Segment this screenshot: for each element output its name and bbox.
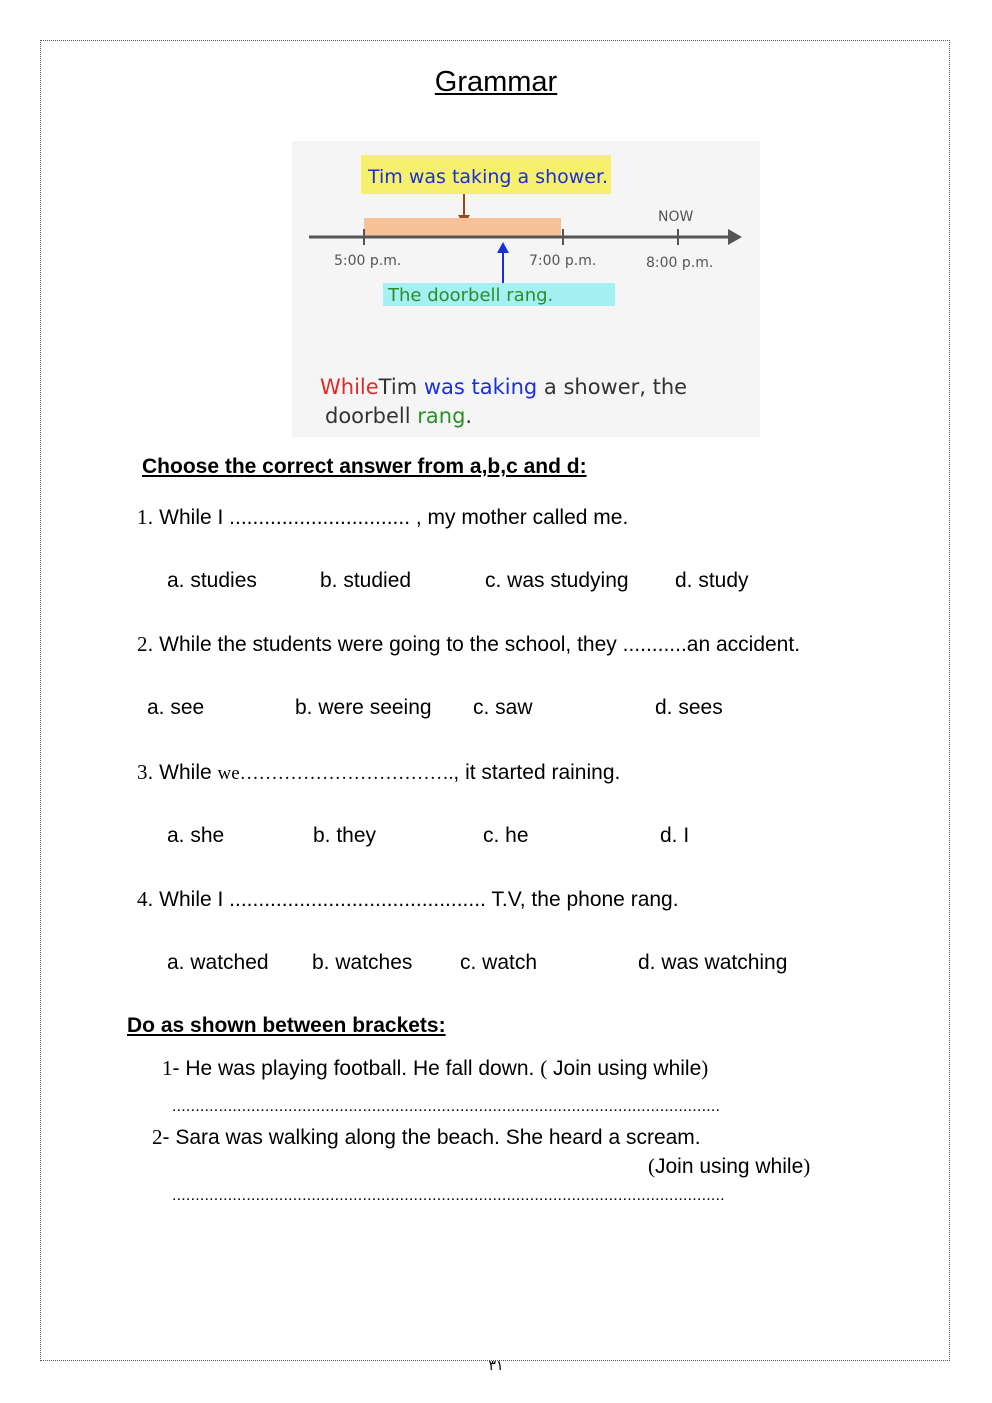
question-3-text-a: . While <box>147 761 218 784</box>
q2-option-a: a. see <box>147 696 205 719</box>
q4-option-b: b. watches <box>312 951 413 974</box>
now-label: NOW <box>658 209 694 225</box>
question-4-number: 4 <box>137 887 148 911</box>
exercise-1-bracket-close: ) <box>701 1056 709 1080</box>
question-2 <box>137 632 800 657</box>
q4-option-d: d. was watching <box>638 951 788 974</box>
word-shower: a shower, the <box>537 375 688 399</box>
timeline-diagram <box>292 141 760 437</box>
bottom-label: The doorbell rang. <box>388 285 554 306</box>
exercise-2 <box>152 1125 701 1150</box>
q1-option-a: a. studies <box>167 569 257 592</box>
time-label-5pm: 5:00 p.m. <box>334 253 402 269</box>
exercise-2-bracket-open: ( <box>648 1154 655 1178</box>
question-2-number: 2 <box>137 632 148 656</box>
question-1-number: 1 <box>137 505 148 529</box>
question-3-number: 3 <box>137 760 148 784</box>
question-3-text-b: we……………………………. <box>217 763 454 784</box>
question-4 <box>137 887 679 912</box>
exercise-2-instruction-line <box>648 1154 810 1179</box>
q3-option-c: c. he <box>483 824 529 847</box>
word-while: While <box>320 375 379 399</box>
q2-option-c: c. saw <box>473 696 533 719</box>
page-number: ٣١ <box>488 1358 504 1374</box>
question-1 <box>137 505 628 530</box>
word-tim: Tim <box>378 375 424 399</box>
axis-arrow-head <box>728 229 742 245</box>
exercise-2-answer-line: ....................................................................................................................... <box>172 1187 725 1204</box>
section2-heading: Do as shown between brackets: <box>127 1014 446 1037</box>
q3-option-d: d. I <box>660 824 690 847</box>
word-period: . <box>465 404 473 428</box>
word-rang: rang <box>417 404 466 428</box>
timeline-figure <box>292 141 760 437</box>
section1-heading: Choose the correct answer from a,b,c and d: <box>142 455 587 478</box>
figure-sentence-line2 <box>325 404 472 428</box>
q1-option-d: d. study <box>675 569 749 592</box>
exercise-1-number: 1 <box>162 1056 173 1080</box>
top-label: Tim was taking a shower. <box>368 166 609 188</box>
exercise-1-bracket-open: ( <box>540 1056 548 1080</box>
question-2-text: . While the students were going to the school, they ...........an accident. <box>147 633 801 656</box>
q1-option-c: c. was studying <box>485 569 629 592</box>
exercise-2-bracket-close: ) <box>803 1154 811 1178</box>
q4-option-a: a. watched <box>167 951 269 974</box>
q1-option-b: b. studied <box>320 569 412 592</box>
q2-option-d: d. sees <box>655 696 723 719</box>
exercise-1-instruction: Join using while <box>547 1057 702 1080</box>
exercise-2-instruction: Join using while <box>655 1155 804 1178</box>
duration-bar <box>364 218 561 236</box>
q2-option-b: b. were seeing <box>295 696 432 719</box>
exercise-2-text: - Sara was walking along the beach. She heard a scream. <box>162 1126 701 1149</box>
word-was-taking: was taking <box>423 375 538 399</box>
exercise-1 <box>162 1056 708 1081</box>
question-4-text: . While I ............................................ T.V, the phone rang. <box>147 888 679 911</box>
exercise-2-number: 2 <box>152 1125 163 1149</box>
exercise-1-answer-line: ...................................................................................................................... <box>172 1098 721 1115</box>
time-label-7pm: 7:00 p.m. <box>529 253 597 269</box>
word-doorbell: doorbell <box>325 404 418 428</box>
time-label-8pm: 8:00 p.m. <box>646 255 714 271</box>
up-arrow-head <box>497 242 509 253</box>
q3-option-b: b. they <box>313 824 377 847</box>
page-title: Grammar <box>434 66 558 98</box>
q4-option-c: c. watch <box>460 951 538 974</box>
q3-option-a: a. she <box>167 824 225 847</box>
question-1-text: . While I ............................... , my mother called me. <box>147 506 629 529</box>
figure-sentence-line1 <box>320 375 687 399</box>
exercise-1-text: - He was playing football. He fall down. <box>172 1057 541 1080</box>
question-3 <box>137 760 620 785</box>
question-3-text-c: , it started raining. <box>453 761 621 784</box>
